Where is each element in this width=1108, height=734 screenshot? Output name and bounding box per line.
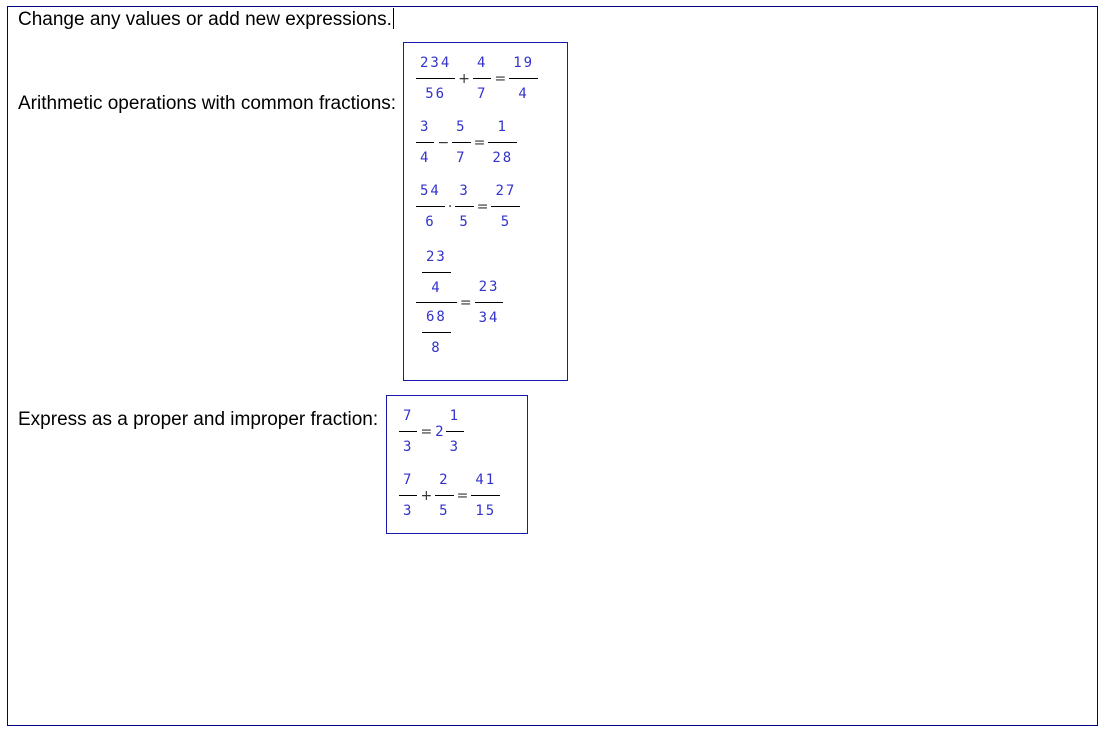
denominator[interactable]: 3	[403, 439, 414, 455]
minus-operator: −	[437, 134, 450, 151]
mixed-number-expression[interactable]	[399, 408, 464, 455]
denominator[interactable]: 7	[477, 86, 488, 102]
denominator[interactable]: 3	[403, 503, 414, 519]
denominator[interactable]: 5	[439, 503, 450, 519]
numerator[interactable]: 23	[426, 249, 447, 265]
result-fraction	[446, 408, 464, 455]
improper-sum-expression[interactable]	[399, 472, 500, 519]
fraction[interactable]	[422, 309, 451, 356]
result-fraction	[471, 472, 500, 519]
fraction[interactable]	[399, 408, 417, 455]
division-expression[interactable]	[416, 249, 503, 356]
numerator[interactable]: 3	[459, 183, 470, 199]
result-fraction	[475, 279, 504, 326]
fraction[interactable]	[416, 55, 455, 102]
denominator[interactable]: 7	[456, 150, 467, 166]
denominator: 28	[492, 150, 514, 166]
section2-label: Express as a proper and improper fraction:	[18, 409, 379, 430]
whole-part: 2	[435, 423, 444, 440]
result-fraction	[488, 119, 517, 166]
equals-sign: =	[456, 487, 469, 504]
numerator[interactable]: 234	[420, 55, 452, 71]
equals-sign: =	[473, 134, 486, 151]
equals-sign: =	[459, 294, 472, 311]
fraction[interactable]	[455, 183, 473, 230]
denominator: 4	[518, 86, 529, 102]
numerator[interactable]: 3	[420, 119, 431, 135]
denominator: 34	[478, 310, 500, 326]
plus-operator: +	[420, 487, 433, 504]
denominator: 5	[500, 214, 512, 230]
numerator[interactable]: 7	[403, 408, 414, 424]
complex-fraction[interactable]	[416, 249, 457, 356]
section1-label: Arithmetic operations with common fractions:	[18, 93, 397, 114]
text-cursor	[393, 8, 394, 29]
denominator[interactable]: 4	[420, 150, 431, 166]
numerator: 27	[495, 183, 517, 199]
fraction[interactable]	[399, 472, 417, 519]
equals-sign: =	[420, 423, 433, 440]
equals-sign: =	[494, 70, 507, 87]
numerator[interactable]: 54	[420, 183, 441, 199]
subtraction-expression[interactable]	[416, 119, 517, 166]
multiplication-expression[interactable]	[416, 183, 520, 230]
denominator[interactable]: 5	[459, 214, 470, 230]
instruction-text-content: Change any values or add new expressions.	[18, 9, 392, 30]
numerator: 23	[478, 279, 500, 295]
fraction[interactable]	[473, 55, 491, 102]
plus-operator: +	[458, 70, 471, 87]
fraction[interactable]	[435, 472, 453, 519]
result-fraction	[509, 55, 538, 102]
numerator[interactable]: 4	[477, 55, 488, 71]
denominator: 15	[475, 503, 497, 519]
denominator[interactable]: 56	[425, 86, 447, 102]
numerator[interactable]: 7	[403, 472, 414, 488]
numerator: 1	[449, 408, 461, 424]
numerator[interactable]: 5	[456, 119, 467, 135]
worksheet-region[interactable]	[7, 6, 1098, 726]
result-fraction	[491, 183, 520, 230]
denominator[interactable]: 8	[431, 340, 442, 356]
equals-sign: =	[476, 198, 489, 215]
denominator[interactable]: 6	[425, 214, 436, 230]
instruction-text[interactable]	[18, 8, 394, 31]
numerator: 19	[513, 55, 535, 71]
numerator[interactable]: 68	[426, 309, 447, 325]
addition-expression[interactable]	[416, 55, 538, 102]
denominator[interactable]: 4	[431, 280, 442, 296]
fraction[interactable]	[452, 119, 470, 166]
math-region-proper-improper[interactable]	[386, 395, 528, 534]
fraction[interactable]	[422, 249, 451, 296]
multiply-operator: ·	[447, 198, 453, 215]
numerator: 1	[497, 119, 508, 135]
fraction[interactable]	[416, 183, 445, 230]
main-fraction-bar	[416, 302, 457, 303]
numerator: 41	[475, 472, 497, 488]
fraction[interactable]	[416, 119, 434, 166]
denominator: 3	[449, 439, 461, 455]
math-region-fractions[interactable]	[403, 42, 568, 381]
numerator[interactable]: 2	[439, 472, 450, 488]
